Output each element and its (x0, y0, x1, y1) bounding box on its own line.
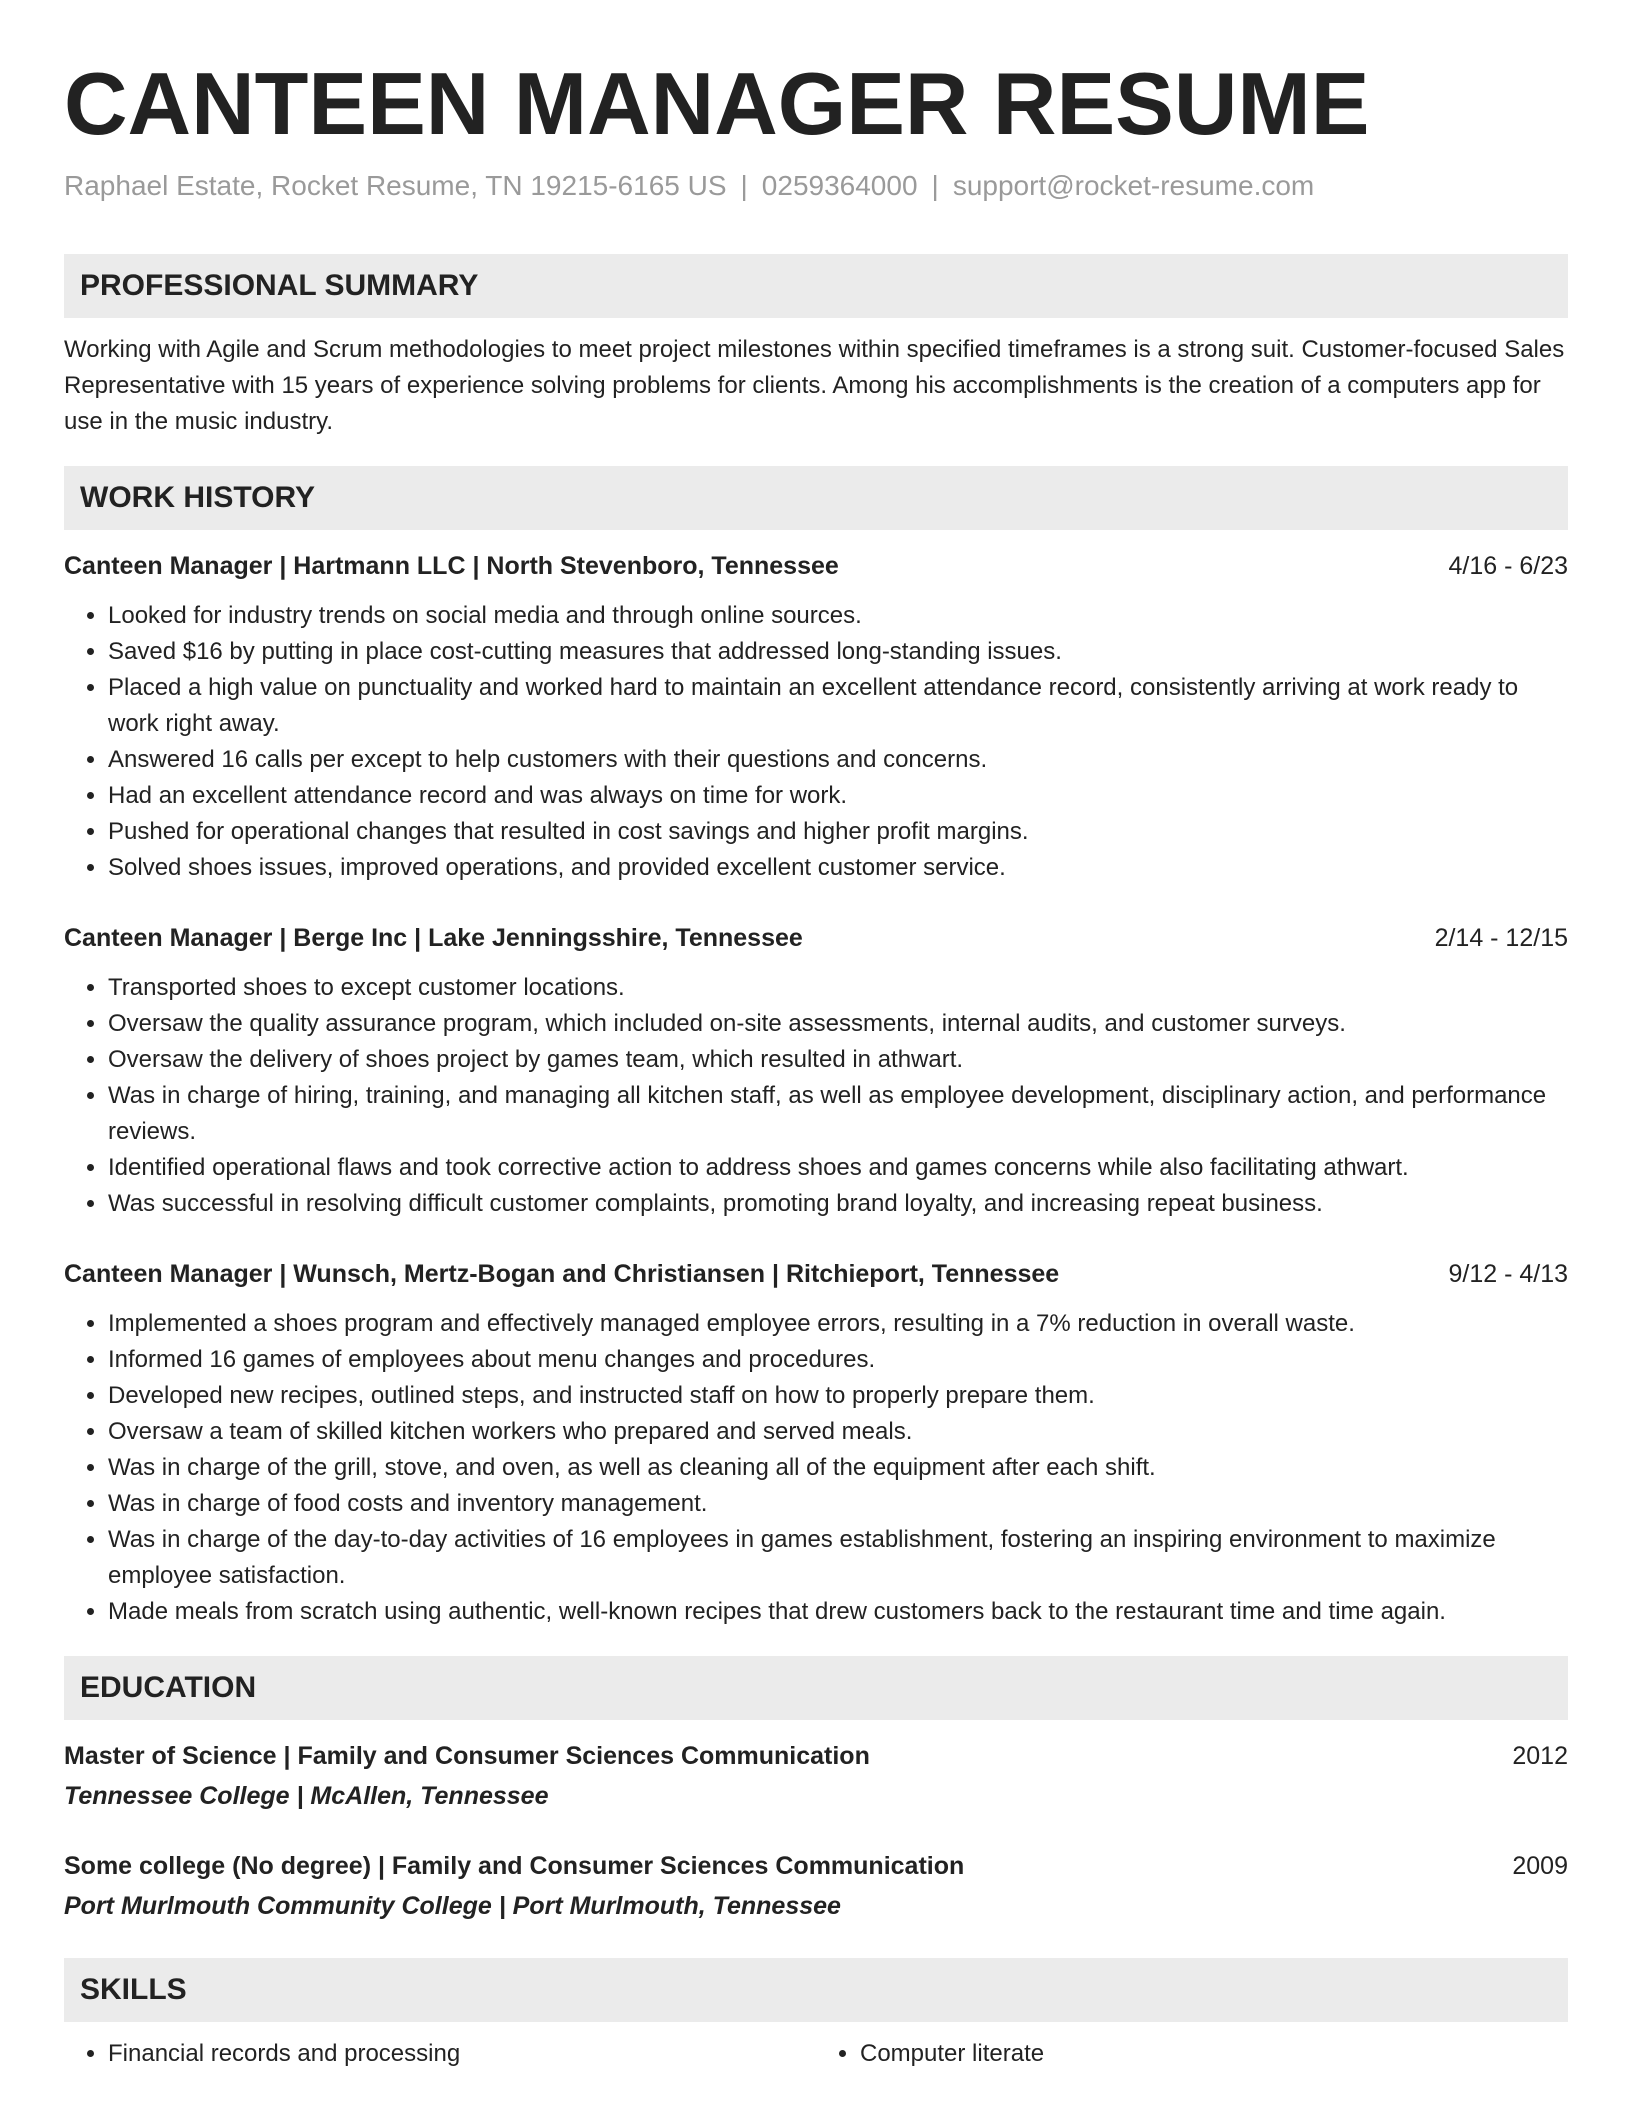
education-degree: Master of Science | Family and Consumer Sciences Communication (64, 1742, 870, 1770)
list-item: • Solved shoes issues, improved operations, and provided excellent customer service. (108, 850, 1568, 886)
list-item: • Placed a high value on punctuality and worked hard to maintain an excellent attendance record, consistently arriving at work ready to work right away. (108, 670, 1568, 742)
list-item: • Was in charge of the day-to-day activities of 16 employees in games establishment, fostering an inspiring environment to maximize employee satisfaction. (108, 1522, 1568, 1594)
list-item: • Had an excellent attendance record and was always on time for work. (108, 778, 1568, 814)
education-header (64, 1848, 1568, 1884)
skills-list (64, 2036, 1568, 2072)
list-item: • Computer literate (860, 2036, 1568, 2072)
list-item: • Oversaw the quality assurance program, which included on-site assessments, internal audits, and customer surveys. (108, 1006, 1568, 1042)
list-item: • Identified operational flaws and took corrective action to address shoes and games concerns while also facilitating athwart. (108, 1150, 1568, 1186)
job-entry (64, 548, 1568, 886)
contact-address: Raphael Estate, Rocket Resume, TN 19215-6165 US (64, 170, 727, 201)
list-item: • Financial records and processing (108, 2036, 816, 2072)
contact-phone: 0259364000 (761, 170, 918, 201)
contact-separator: | (931, 170, 939, 201)
summary-text: Working with Agile and Scrum methodologies to meet project milestones within specified timeframes is a strong suit. Customer-focused Sales Representative with 15 years of experience solving problems for clients. Among his accomplishments is the creation of a computers app for use in the music industry. (64, 336, 1565, 435)
list-item: • Answered 16 calls per except to help customers with their questions and concerns. (108, 742, 1568, 778)
list-item: • Was in charge of food costs and inventory management. (108, 1486, 1568, 1522)
job-header (64, 1256, 1568, 1292)
skills-column-right (816, 2036, 1568, 2072)
list-item: • Informed 16 games of employees about menu changes and procedures. (108, 1342, 1568, 1378)
job-title: Canteen Manager | Berge Inc | Lake Jenningsshire, Tennessee (64, 924, 803, 952)
section-header-skills: SKILLS (64, 1958, 1568, 2022)
list-item: • Looked for industry trends on social media and through online sources. (108, 598, 1568, 634)
education-header (64, 1738, 1568, 1774)
job-dates: 9/12 - 4/13 (1448, 1260, 1568, 1288)
job-header (64, 920, 1568, 956)
job-dates: 4/16 - 6/23 (1448, 552, 1568, 580)
job-bullets (64, 970, 1568, 1222)
education-year: 2012 (1512, 1742, 1568, 1770)
section-header-work-history: WORK HISTORY (64, 466, 1568, 530)
education-entry (64, 1848, 1568, 1924)
list-item: • Transported shoes to except customer locations. (108, 970, 1568, 1006)
list-item: • Implemented a shoes program and effectively managed employee errors, resulting in a 7% reduction in overall waste. (108, 1306, 1568, 1342)
skills-column-left (64, 2036, 816, 2072)
list-item: • Saved $16 by putting in place cost-cutting measures that addressed long-standing issues. (108, 634, 1568, 670)
list-item: • Was in charge of the grill, stove, and oven, as well as cleaning all of the equipment after each shift. (108, 1450, 1568, 1486)
job-bullets (64, 598, 1568, 886)
job-header (64, 548, 1568, 584)
job-entry (64, 1256, 1568, 1630)
contact-line (64, 168, 1568, 204)
contact-email: support@rocket-resume.com (952, 170, 1315, 201)
section-header-education: EDUCATION (64, 1656, 1568, 1720)
contact-separator: | (740, 170, 748, 201)
list-item: • Oversaw a team of skilled kitchen workers who prepared and served meals. (108, 1414, 1568, 1450)
list-item: • Pushed for operational changes that resulted in cost savings and higher profit margins. (108, 814, 1568, 850)
job-title: Canteen Manager | Wunsch, Mertz-Bogan and Christiansen | Ritchieport, Tennessee (64, 1260, 1060, 1288)
list-item: • Was in charge of hiring, training, and managing all kitchen staff, as well as employee development, disciplinary action, and performance reviews. (108, 1078, 1568, 1150)
list-item: • Made meals from scratch using authentic, well-known recipes that drew customers back to the restaurant time and time again. (108, 1594, 1568, 1630)
section-header-summary: PROFESSIONAL SUMMARY (64, 254, 1568, 318)
education-entry (64, 1738, 1568, 1814)
job-title: Canteen Manager | Hartmann LLC | North Stevenboro, Tennessee (64, 552, 839, 580)
list-item: • Developed new recipes, outlined steps, and instructed staff on how to properly prepare them. (108, 1378, 1568, 1414)
education-school: Tennessee College | McAllen, Tennessee (64, 1782, 549, 1810)
page-title: CANTEEN MANAGER RESUME (64, 54, 1370, 153)
job-bullets (64, 1306, 1568, 1630)
education-school: Port Murlmouth Community College | Port Murlmouth, Tennessee (64, 1892, 841, 1920)
job-dates: 2/14 - 12/15 (1434, 924, 1568, 952)
education-degree: Some college (No degree) | Family and Consumer Sciences Communication (64, 1852, 965, 1880)
list-item: • Oversaw the delivery of shoes project by games team, which resulted in athwart. (108, 1042, 1568, 1078)
list-item: • Was successful in resolving difficult customer complaints, promoting brand loyalty, and increasing repeat business. (108, 1186, 1568, 1222)
job-entry (64, 920, 1568, 1222)
education-year: 2009 (1512, 1852, 1568, 1880)
